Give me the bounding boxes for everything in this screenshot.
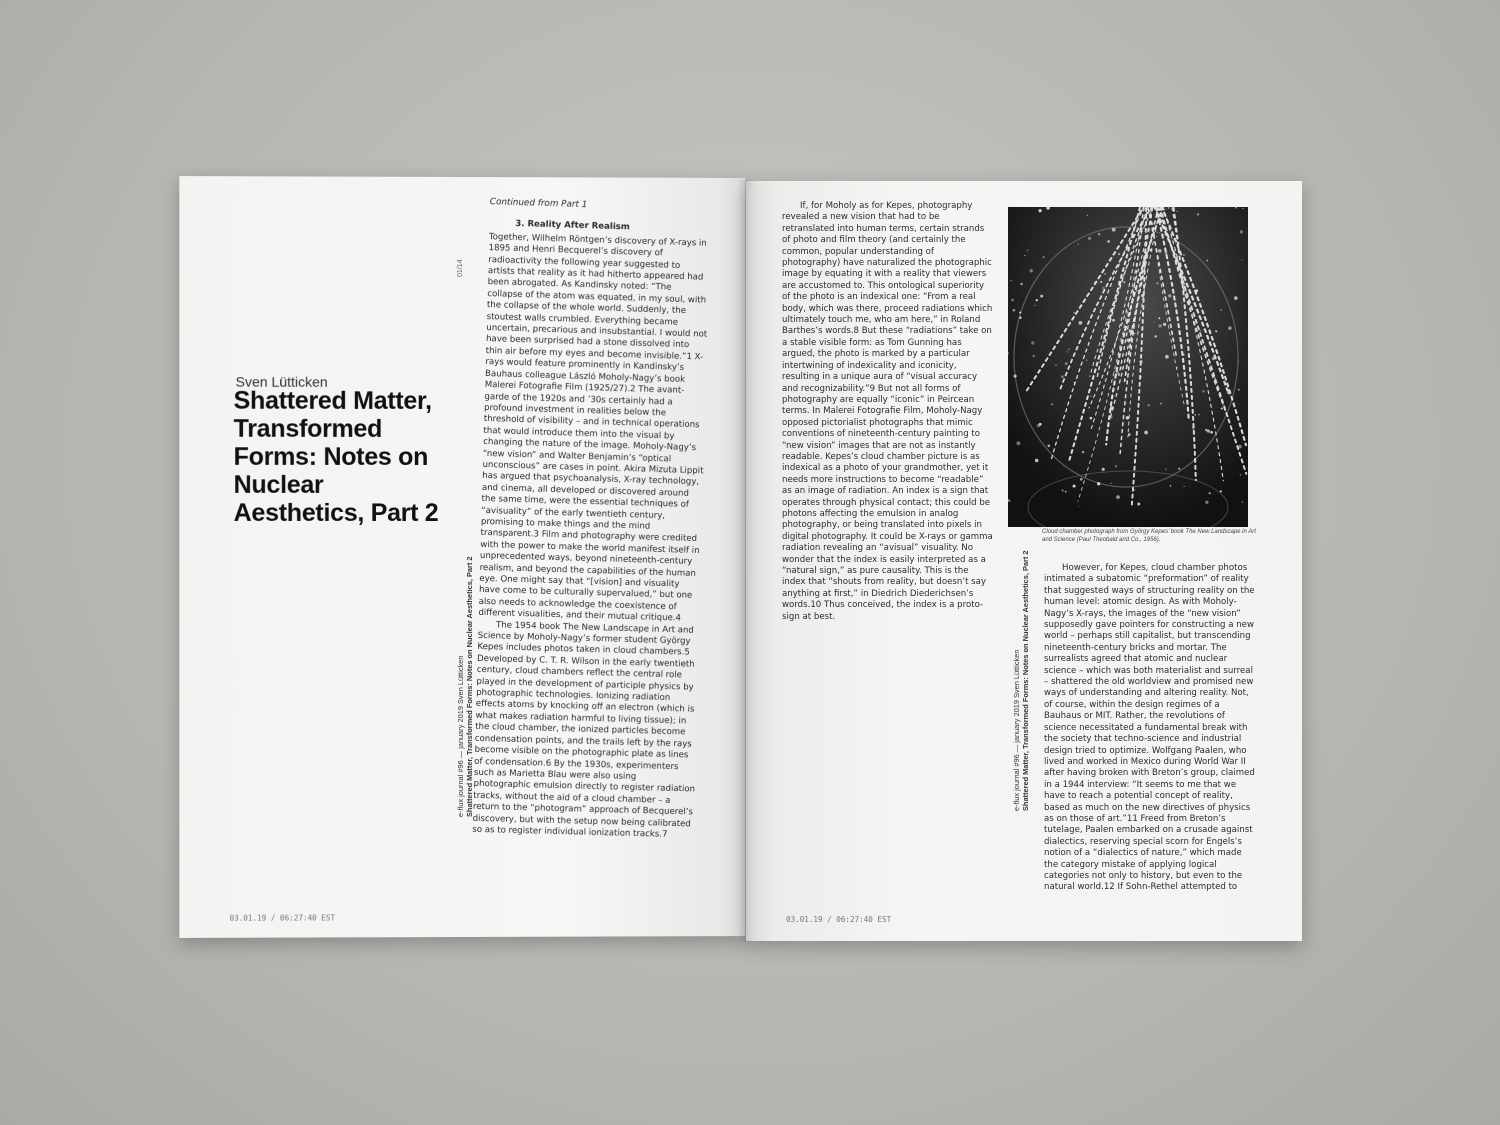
- condensation-droplet: [1238, 361, 1239, 362]
- condensation-droplet: [1183, 254, 1184, 255]
- condensation-droplet: [1165, 209, 1166, 210]
- right-text-column-2: [1044, 563, 1258, 894]
- condensation-droplet: [1109, 416, 1112, 419]
- photo-caption: Cloud chamber photograph from György Kepes’ book The New Landscape in Art and Science (Paul Theobald and Co., 1956).: [1042, 529, 1256, 543]
- condensation-droplet: [1120, 366, 1123, 369]
- condensation-droplet: [1178, 468, 1180, 470]
- condensation-droplet: [1137, 503, 1140, 506]
- condensation-droplet: [1142, 260, 1146, 264]
- condensation-droplet: [1221, 408, 1223, 410]
- condensation-droplet: [1082, 451, 1084, 453]
- condensation-droplet: [1039, 423, 1042, 426]
- condensation-droplet: [1065, 491, 1067, 493]
- condensation-droplet: [1147, 404, 1149, 406]
- condensation-droplet: [1051, 403, 1053, 405]
- condensation-droplet: [1047, 444, 1050, 447]
- condensation-droplet: [1110, 482, 1112, 484]
- condensation-droplet: [1128, 433, 1131, 436]
- condensation-droplet: [1068, 349, 1069, 350]
- condensation-droplet: [1114, 371, 1115, 372]
- body-paragraph: If, for Moholy as for Kepes, photography revealed a new vision that had to be retranslated into human terms, certain strands of photo and film theory (and certainly the common, popular understanding of photography) have naturalized the photographic image by equating it with a reality that viewers are accustomed to. This ontological superiority of the photo is an indexical one: “From a real body, which was there, proceed radiations which ultimately touch me, who am here,” in Roland Barthes’s words.8 But these “radiations” take on a stable visible form: as Tom Gunning has argued, the photo is marked by a particular intertwining of indexicality and iconicity, resulting in a unique aura of “visual accuracy and recognizability.”9 But not all forms of photography are equally “iconic” in Peircean terms. In Malerei Fotografie Film, Moholy-Nagy opposed pictorialist photographs that mimic conventions of nineteenth-century painting to “new vision” images that are not as instantly readable. Kepes’s cloud chamber picture is as indexical as a photo of your grandmother, yet it needs more instructions to become “readable” as an image of radiation. An index is a sign that operates through physical contact; this could be photons affecting the emulsion in analog photography, or being translated into pixels in digital photography. It could be X-rays or gamma radiation revealing an “avisual” visuality. No wonder that the index is easily interpreted as a “natural sign,” as pure causality. This is the index that “shouts from reality, but doesn’t say anything at first,” in Diedrich Diederichsen’s words.10 Thus conceived, the index is a proto-sign at best.: [782, 201, 993, 622]
- condensation-droplet: [1090, 395, 1091, 396]
- article-title: Shattered Matter, Transformed Forms: Notes on Nuclear Aesthetics, Part 2: [233, 386, 439, 527]
- condensation-droplet: [1156, 236, 1157, 237]
- condensation-droplet: [1238, 445, 1242, 449]
- condensation-droplet: [1035, 459, 1038, 462]
- condensation-droplet: [1087, 215, 1088, 216]
- left-text-column: [472, 197, 711, 842]
- body-paragraph: However, for Kepes, cloud chamber photos intimated a subatomic “preformation” of reality that suggested ways of structuring reality on the human level: atomic design. As with Moholy-Nagy’s X-rays, the images of the “new vision” supposedly gave pointers for constructing a new world – perhaps still capitalist, but transcending nineteenth-century bricks and mortar. The surrealists agreed that atomic and nuclear science – which was both materialist and surreal – shattered the old worldview and promised new ways of understanding and altering reality. Not, of course, within the design regimes of a Bauhaus or MIT. Rather, the revolutions of science necessitated a fundamental break with the society that techno-science and industrial design tried to optimize. Wolfgang Paalen, who lived and worked in Mexico during World War II after having broken with Breton’s group, claimed in a 1944 interview: “It seems to me that we have to reach a potential concept of reality, based as much on the new directives of physics as on those of art.”11 Freed from Breton’s tutelage, Paalen embarked on a crusade against dialectics, reserving special scorn for Engels’s notion of a “dialectics of nature,” which made the category mistake of applying logical categories not only to history, but even to the natural world.12 If Sohn-Rethel attempted to: [1044, 563, 1255, 893]
- continued-note: Continued from Part 1: [489, 197, 588, 211]
- condensation-droplet: [1144, 431, 1148, 435]
- condensation-droplet: [1124, 329, 1126, 331]
- condensation-droplet: [1209, 492, 1211, 494]
- condensation-droplet: [1165, 355, 1169, 359]
- condensation-droplet: [1165, 252, 1168, 255]
- condensation-droplet: [1027, 249, 1028, 250]
- condensation-droplet: [1080, 478, 1083, 481]
- condensation-droplet: [1238, 389, 1240, 391]
- condensation-droplet: [1141, 376, 1142, 377]
- condensation-droplet: [1024, 255, 1025, 256]
- condensation-droplet: [1168, 294, 1171, 297]
- condensation-droplet: [1210, 431, 1213, 434]
- condensation-droplet: [1134, 489, 1135, 490]
- condensation-droplet: [1198, 414, 1199, 415]
- condensation-droplet: [1040, 295, 1043, 298]
- condensation-droplet: [1134, 333, 1135, 334]
- condensation-droplet: [1078, 243, 1079, 244]
- condensation-droplet: [1141, 294, 1144, 297]
- condensation-droplet: [1061, 375, 1064, 378]
- condensation-droplet: [1074, 382, 1075, 383]
- condensation-droplet: [1116, 495, 1120, 499]
- condensation-droplet: [1158, 249, 1162, 253]
- condensation-droplet: [1228, 326, 1231, 329]
- condensation-droplet: [1043, 256, 1045, 258]
- condensation-droplet: [1073, 485, 1076, 488]
- condensation-droplet: [1194, 414, 1196, 416]
- condensation-droplet: [1214, 377, 1216, 379]
- condensation-droplet: [1112, 228, 1116, 232]
- page-number: 01/14: [457, 259, 464, 278]
- condensation-droplet: [1123, 281, 1125, 283]
- body-paragraph: Together, Wilhelm Röntgen’s discovery of X-rays in 1895 and Henri Becquerel’s discovery of radioactivity the following year suggested to artists that reality as it had hitherto appeared had been abrogated. As Kandinsky noted: “The collapse of the atom was equated, in my soul, with the collapse of the whole world. Suddenly, the stoutest walls crumbled. Everything became uncertain, precarious and insubstantial. I would not have been surprised had a stone dissolved into thin air before my eyes and become invisible.”1 X-rays would feature prominently in Kandinsky’s Bauhaus colleague László Moholy-Nagy’s book Malerei Fotografie Film (1925/27).2 The avant-garde of the 1920s and ’30s certainly had a profound investment in realities below the threshold of visibility – and in technical operations that would introduce them into the visual by changing the nature of the image. Moholy-Nagy’s “new vision” and Walter Benjamin’s “optical unconscious” are cases in point. Akira Mizuta Lippit has argued that psychoanalysis, X-ray technology, and cinema, all developed or discovered around the same time, were the essential techniques of “avisuality” of the early twentieth century, promising to make things and the mind transparent.3 Film and photography were credited with the power to make the world manifest itself in unprecedented ways, beyond nineteenth-century realism, and beyond the capabilities of the human eye. One might say that “[vision] and visuality have come to be culturally supervalued,” but one also needs to acknowledge the coexistence of different visualities, and their mutual critique.4: [478, 231, 708, 624]
- condensation-droplet: [1011, 298, 1014, 301]
- condensation-droplet: [1170, 485, 1172, 487]
- condensation-droplet: [1065, 362, 1068, 365]
- condensation-droplet: [1220, 309, 1222, 311]
- condensation-droplet: [1220, 490, 1222, 492]
- condensation-droplet: [1184, 486, 1185, 487]
- condensation-droplet: [1156, 282, 1158, 284]
- condensation-droplet: [1036, 299, 1038, 301]
- condensation-droplet: [1227, 391, 1230, 394]
- running-head-journal: e-flux journal #96 — january 2019 Sven Lütticken: [1012, 649, 1021, 811]
- condensation-droplet: [1062, 489, 1064, 491]
- condensation-droplet: [1107, 240, 1110, 243]
- condensation-droplet: [1207, 430, 1210, 433]
- condensation-droplet: [1118, 253, 1120, 255]
- condensation-droplet: [1078, 506, 1079, 507]
- condensation-droplet: [1067, 351, 1068, 352]
- condensation-droplet: [1011, 280, 1012, 281]
- condensation-droplet: [1098, 233, 1101, 236]
- condensation-droplet: [1120, 338, 1122, 340]
- condensation-droplet: [1102, 287, 1105, 290]
- condensation-droplet: [1160, 403, 1162, 405]
- condensation-droplet: [1176, 211, 1177, 212]
- condensation-droplet: [1202, 390, 1205, 393]
- condensation-droplet: [1234, 296, 1238, 300]
- condensation-droplet: [1197, 213, 1199, 215]
- condensation-droplet: [1163, 323, 1166, 326]
- condensation-droplet: [1154, 322, 1155, 323]
- cloud-chamber-photograph: [1008, 207, 1248, 527]
- condensation-droplet: [1073, 312, 1075, 314]
- author-name: Sven Lütticken: [235, 373, 328, 390]
- condensation-droplet: [1013, 309, 1016, 312]
- right-text-column-1: [782, 201, 994, 623]
- condensation-droplet: [1110, 406, 1114, 410]
- condensation-droplet: [1034, 305, 1035, 306]
- condensation-droplet: [1181, 302, 1182, 303]
- condensation-droplet: [1127, 338, 1131, 342]
- condensation-droplet: [1176, 367, 1177, 368]
- condensation-droplet: [1038, 209, 1041, 212]
- condensation-droplet: [1158, 324, 1162, 328]
- condensation-droplet: [1014, 375, 1017, 378]
- running-head-journal: e-flux journal #96 — january 2019 Sven Lütticken: [456, 655, 465, 818]
- condensation-droplet: [1168, 207, 1170, 209]
- section-heading: 3. Reality After Realism: [515, 219, 630, 233]
- condensation-droplet: [1055, 364, 1057, 366]
- cloud-chamber-image: [1008, 207, 1248, 527]
- condensation-droplet: [1215, 330, 1217, 332]
- condensation-droplet: [1165, 468, 1167, 470]
- condensation-droplet: [1103, 292, 1104, 293]
- condensation-droplet: [1102, 468, 1105, 471]
- condensation-droplet: [1030, 269, 1033, 272]
- condensation-droplet: [1090, 417, 1093, 420]
- condensation-droplet: [1019, 311, 1021, 313]
- condensation-droplet: [1192, 426, 1195, 429]
- condensation-droplet: [1031, 341, 1034, 344]
- condensation-droplet: [1200, 330, 1201, 331]
- condensation-droplet: [1240, 230, 1243, 233]
- running-head: [456, 556, 474, 817]
- condensation-droplet: [1212, 357, 1215, 360]
- condensation-droplet: [1115, 465, 1117, 467]
- condensation-droplet: [1242, 208, 1243, 209]
- condensation-droplet: [1155, 335, 1157, 337]
- right-page: [746, 181, 1302, 941]
- spine-gutter: [738, 180, 754, 942]
- condensation-droplet: [1206, 259, 1208, 261]
- condensation-droplet: [1205, 501, 1208, 504]
- condensation-droplet: [1129, 329, 1132, 332]
- condensation-droplet: [1016, 441, 1020, 445]
- condensation-droplet: [1183, 354, 1185, 356]
- timestamp: 03.01.19 / 06:27:40 EST: [786, 915, 892, 924]
- condensation-droplet: [1086, 359, 1087, 360]
- body-paragraph: The 1954 book The New Landscape in Art and Science by Moholy-Nagy’s former student György Kepes includes photos taken in cloud chambers.5 Developed by C. T. R. Wilson in the early twentieth century, cloud chambers reflect the central role played in the development of participle physics by photographic technologies. Ionizing radiation effects atoms by knocking off an electron (which is what makes radiation harmful to living tissue); in the cloud chamber, the ionized particles become condensation points, and the trails left by the rays become visible on the photographic plate as lines of condensation.6 By the 1930s, experimenters such as Marietta Blau were also using photographic emulsion directly to register radiation tracks, without the aid of a cloud chamber – a return to the “photogram” approach of Becquerel’s discovery, but with the setup now being calibrated so as to register individual ionization tracks.7: [472, 619, 696, 840]
- left-page: [179, 176, 745, 938]
- condensation-droplet: [1019, 317, 1021, 319]
- running-head-title: Shattered Matter, Transformed Forms: Notes on Nuclear Aesthetics, Part 2: [464, 556, 474, 817]
- condensation-droplet: [1020, 283, 1022, 285]
- condensation-droplet: [1139, 360, 1142, 363]
- condensation-droplet: [1136, 290, 1138, 292]
- condensation-droplet: [1079, 321, 1083, 325]
- condensation-droplet: [1195, 289, 1198, 292]
- condensation-droplet: [1112, 319, 1115, 322]
- running-head-title: Shattered Matter, Transformed Forms: Notes on Nuclear Aesthetics, Part 2: [1021, 550, 1030, 811]
- condensation-droplet: [1104, 273, 1106, 275]
- condensation-droplet: [1116, 371, 1120, 375]
- condensation-droplet: [1088, 237, 1091, 240]
- condensation-droplet: [1158, 317, 1160, 319]
- condensation-droplet: [1149, 248, 1152, 251]
- condensation-droplet: [1094, 281, 1096, 283]
- condensation-droplet: [1100, 281, 1102, 283]
- condensation-droplet: [1033, 355, 1035, 357]
- condensation-droplet: [1118, 281, 1121, 284]
- running-head: [1012, 550, 1030, 811]
- condensation-droplet: [1097, 482, 1100, 485]
- condensation-droplet: [1222, 377, 1223, 378]
- condensation-droplet: [1241, 260, 1242, 261]
- condensation-droplet: [1126, 416, 1129, 419]
- timestamp: 03.01.19 / 06:27:40 EST: [229, 913, 336, 923]
- condensation-droplet: [1240, 474, 1242, 476]
- condensation-droplet: [1242, 501, 1244, 503]
